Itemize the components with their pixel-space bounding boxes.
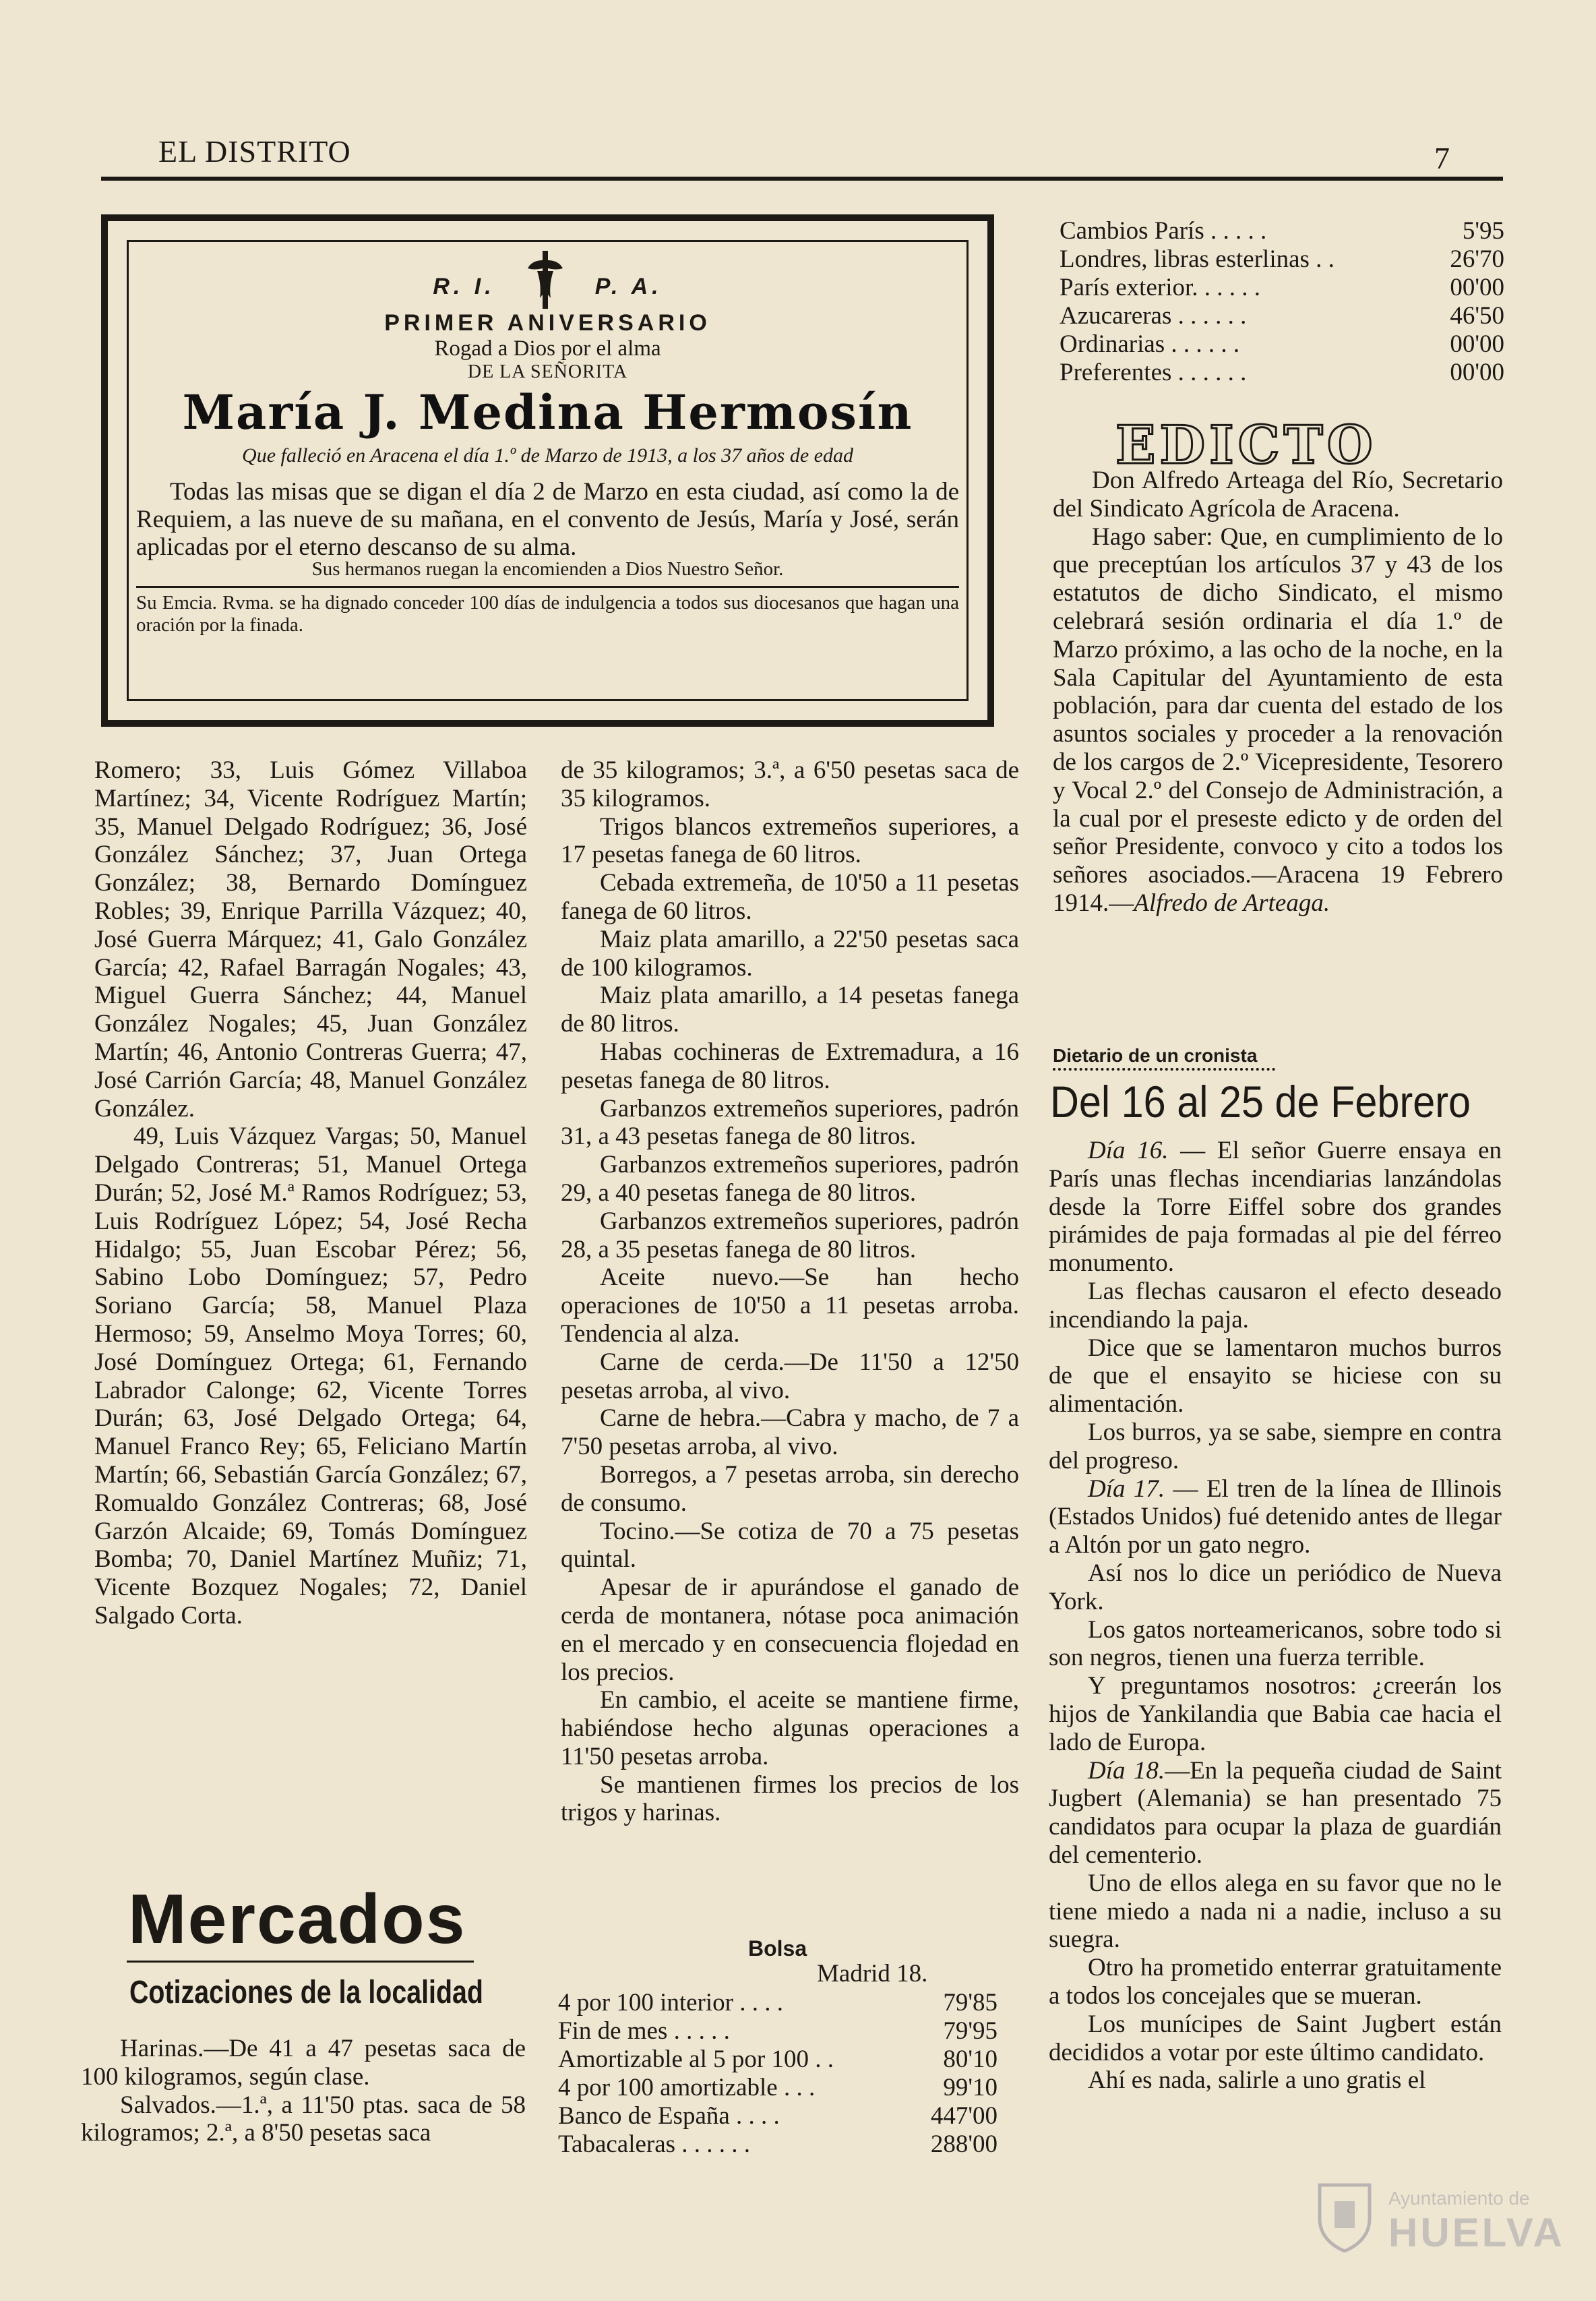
cambios-value: 00'00 — [1450, 359, 1504, 386]
cambios-value: 46'50 — [1450, 302, 1504, 330]
day-18-text: —En la pequeña ciudad de Saint Jugbert (Alemania) se han presentado 75 candidatos para ocupar la plaza de guardián del cementerio. — [1049, 1756, 1502, 1869]
bolsa-label: Fin de mes . . . . . — [558, 2017, 730, 2045]
mercados-rule — [127, 1961, 474, 1963]
cambios-value: 5'95 — [1462, 217, 1504, 245]
obituary-body — [136, 478, 959, 561]
dietario-paragraph: Dice que se lamentaron muchos burros de que el ensayito se hiciese con su alimentación. — [1049, 1334, 1502, 1418]
cambios-row — [1060, 359, 1504, 387]
rip-line — [136, 251, 959, 309]
price-item: Aceite nuevo.—Se han hecho operaciones de 10'50 a 11 pesetas arroba. Tendencia al alza. — [561, 1263, 1019, 1348]
shield-icon — [1314, 2178, 1375, 2252]
price-item: Maiz plata amarillo, a 22'50 pesetas saca de 100 kilogramos. — [561, 925, 1019, 982]
price-item: Borregos, a 7 pesetas arroba, sin derecho de consumo. — [561, 1460, 1019, 1517]
bolsa-date: Madrid 18. — [817, 1960, 928, 1988]
edicto-paragraph-1: Don Alfredo Arteaga del Río, Secretario del Sindicato Agrícola de Aracena. — [1053, 467, 1503, 522]
bolsa-value: 79'85 — [943, 1989, 998, 2016]
cambios-value: 00'00 — [1450, 330, 1504, 358]
obituary-indulgence: Su Emcia. Rvma. se ha dignado conceder 100 días de indulgencia a todos sus diocesanos que hagan una oración por la finada. — [136, 592, 959, 636]
day-18-label: Día 18. — [1088, 1756, 1165, 1785]
bolsa-row — [558, 1989, 998, 2017]
obituary-name: María J. Medina Hermosín — [182, 384, 913, 440]
obituary-box — [101, 214, 994, 727]
cambios-row — [1060, 245, 1504, 274]
bolsa-label: Tabacaleras . . . . . . — [558, 2130, 751, 2158]
cambios-label: Preferentes . . . . . . — [1060, 359, 1247, 386]
dietario-paragraph: Uno de ellos alega en su favor que no le tiene miedo a nada ni a nadie, incluso a su suegra. — [1049, 1869, 1502, 1954]
price-item: Carne de hebra.—Cabra y macho, de 7 a 7'50 pesetas arroba, al vivo. — [561, 1404, 1019, 1461]
cambios-label: Londres, libras esterlinas . . — [1060, 245, 1334, 273]
edicto-title: EDICTO — [1115, 415, 1377, 476]
dietario-paragraph: Y preguntamos nosotros: ¿creerán los hijos de Yankilandia que Babia cae hacia el lado de Europa. — [1049, 1672, 1502, 1756]
edicto-signature: Alfredo de Arteaga. — [1134, 889, 1330, 917]
cambios-row — [1060, 302, 1504, 330]
price-item: Habas cochineras de Extremadura, a 16 pesetas fanega de 80 litros. — [561, 1038, 1019, 1094]
price-item: Maiz plata amarillo, a 14 pesetas fanega de 80 litros. — [561, 982, 1019, 1038]
dietario-day-18 — [1049, 1757, 1502, 1870]
obituary-anniversary: PRIMER ANIVERSARIO — [384, 310, 711, 336]
bolsa-value: 288'00 — [930, 2130, 998, 2158]
dietario-paragraph: Los burros, ya se sabe, siempre en contra del progreso. — [1049, 1418, 1502, 1474]
price-item: En cambio, el aceite se mantiene firme, habiéndose hecho algunas operaciones a 11'50 pesetas arroba. — [561, 1686, 1019, 1770]
price-item: Carne de cerda.—De 11'50 a 12'50 pesetas arroba, al vivo. — [561, 1348, 1019, 1404]
dietario-paragraph: Así nos lo dice un periódico de Nueva York. — [1049, 1559, 1502, 1615]
bolsa-label: Banco de España . . . . — [558, 2102, 780, 2130]
price-item: Garbanzos extremeños superiores, padrón 28, a 35 pesetas fanega de 80 litros. — [561, 1207, 1019, 1263]
page-number: 7 — [1434, 141, 1450, 175]
price-item: Trigos blancos extremeños superiores, a 17 pesetas fanega de 60 litros. — [561, 812, 1019, 869]
cambios-table — [1060, 217, 1504, 387]
edicto-text — [1053, 467, 1503, 918]
edicto-paragraph-2 — [1053, 523, 1503, 918]
dietario-day-17 — [1049, 1475, 1502, 1559]
bolsa-row — [558, 2045, 998, 2074]
mercados-subtitle: Cotizaciones de la localidad — [129, 1975, 483, 2010]
obituary-rule — [136, 586, 959, 588]
bolsa-row — [558, 2074, 998, 2102]
dietario-label: Dietario de un cronista — [1053, 1045, 1258, 1066]
bolsa-label: 4 por 100 amortizable . . . — [558, 2074, 816, 2101]
mercados-text — [81, 2035, 526, 2147]
price-item: Apesar de ir apurándose el ganado de cerda de montanera, nótase poca animación en el mercado y en consecuencia flojedad en los precios. — [561, 1574, 1019, 1686]
dietario-paragraph: Ahí es nada, salirle a uno gratis el — [1088, 2066, 1426, 2095]
obituary-closing: Sus hermanos ruegan la encomienden a Dios Nuestro Señor. — [311, 558, 784, 580]
day-16-label: Día 16. — [1088, 1137, 1169, 1164]
price-item: de 35 kilogramos; 3.ª, a 6'50 pesetas saca de 35 kilogramos. — [561, 756, 1019, 812]
bolsa-value: 79'95 — [943, 2017, 998, 2045]
cambios-label: Azucareras . . . . . . — [1060, 302, 1247, 330]
dietario-heading: Del 16 al 25 de Febrero — [1050, 1077, 1471, 1127]
mercados-harinas: Harinas.—De 41 a 47 pesetas saca de 100 kilogramos, según clase. — [81, 2035, 526, 2091]
dietario-day-16 — [1049, 1137, 1502, 1278]
bolsa-value: 447'00 — [930, 2102, 998, 2130]
bolsa-table — [558, 1989, 998, 2159]
dietario-paragraph: Las flechas causaron el efecto deseado incendiando la paja. — [1049, 1277, 1502, 1334]
price-item: Garbanzos extremeños superiores, padrón 31, a 43 pesetas fanega de 80 litros. — [561, 1094, 1019, 1151]
edicto-body: Hago saber: Que, en cumplimiento de lo que preceptúan los artículos 37 y 43 de los estatutos de dicho Sindicato, el mismo celebrará sesión ordinaria el día 1.º de Marzo próximo, a las ocho de la noche, en la Sala Capitular del Ayuntamiento de esta población, para dar cuenta del estado de los asuntos sociales y proceder a la renovación de los cargos de 2.º Vicepresidente, Tesorero y Vocal 2.º del Consejo de Administración, a la cual por el preseste edicto y de orden del señor Presidente, convoco y cito a todos los señores asociados.—Aracena 19 Febrero 1914.— — [1053, 522, 1503, 917]
mercados-salvados: Salvados.—1.ª, a 11'50 ptas. saca de 58 kilogramos; 2.ª, a 8'50 pesetas saca — [81, 2091, 526, 2147]
dietario-rule — [1053, 1068, 1275, 1071]
day-17-text: — El tren de la línea de Illinois (Estados Unidos) fué detenido antes de llegar a Altón por un gato negro. — [1049, 1474, 1502, 1559]
bolsa-value: 99'10 — [943, 2074, 998, 2101]
dietario-paragraph: Otro ha prometido enterrar gratuitamente a todos los concejales que se mueran. — [1049, 1954, 1502, 2010]
obituary-body-text: Todas las misas que se digan el día 2 de Marzo en esta ciudad, así como la de Requiem, a las nueve de su mañana, en el convento de Jesús, María y José, serán aplicadas por el eterno descanso de su alma. — [136, 478, 959, 561]
obituary-subline: Que falleció en Aracena el día 1.º de Marzo de 1913, a los 37 años de edad — [242, 444, 853, 467]
bolsa-label: 4 por 100 interior . . . . — [558, 1989, 783, 2016]
names-column — [94, 756, 527, 1630]
day-16-text: — El señor Guerre ensaya en París unas flechas incendiarias lanzándolas desde la Torre Eiffel sobre dos grandes pirámides de paja formadas al pie del férreo monumento. — [1049, 1137, 1502, 1278]
bolsa-value: 80'10 — [943, 2045, 998, 2073]
watermark-line-2: HUELVA — [1388, 2210, 1565, 2255]
watermark-line-1: Ayuntamiento de — [1388, 2188, 1530, 2209]
day-17-label: Día 17. — [1088, 1474, 1165, 1503]
rip-left: R. I. — [433, 274, 495, 299]
price-item: Se mantienen firmes los precios de los trigos y harinas. — [561, 1770, 1019, 1827]
prices-column — [561, 756, 1019, 1827]
header-rule — [101, 177, 1503, 181]
cambios-label: Cambios París . . . . . — [1060, 217, 1267, 245]
newspaper-title: EL DISTRITO — [158, 134, 351, 169]
rip-right: P. A. — [594, 274, 663, 299]
cambios-value: 26'70 — [1450, 245, 1504, 273]
cambios-label: París exterior. . . . . . — [1060, 274, 1261, 301]
cambios-row — [1060, 217, 1504, 245]
cambios-value: 00'00 — [1450, 274, 1504, 301]
names-paragraph-1: Romero; 33, Luis Gómez Villaboa Martínez; 34, Vicente Rodríguez Martín; 35, Manuel Delgado Rodríguez; 36, José González Sánchez; 37, Juan Ortega González; 38, Bernardo Domínguez Robles; 39, Enrique Parrilla Vázquez; 40, José Guerra Márquez; 41, Galo González García; 42, Rafael Barragán Nogales; 43, Miguel Guerra Sánchez; 44, Manuel González Nogales; 45, Juan González Martín; 46, Antonio Contreras Guerra; 47, José Carrión García; 48, Manuel González González. — [94, 756, 527, 1123]
bolsa-row — [558, 2017, 998, 2045]
bolsa-row — [558, 2102, 998, 2130]
bolsa-row — [558, 2130, 998, 2159]
bolsa-label: Amortizable al 5 por 100 . . — [558, 2045, 834, 2073]
names-paragraph-2: 49, Luis Vázquez Vargas; 50, Manuel Delgado Contreras; 51, Manuel Ortega Durán; 52, José M.ª Ramos Rodríguez; 53, Luis Rodríguez López; 54, José Recha Hidalgo; 55, Juan Escobar Pérez; 56, Sabino Lobo Domínguez; 57, Pedro Soriano García; 58, Manuel Plaza Hermoso; 59, Anselmo Moya Torres; 60, José Domínguez Ortega; 61, Fernando Labrador Calonge; 62, Vicente Torres Durán; 63, José Delgado Ortega; 64, Manuel Franco Rey; 65, Feliciano Martín Martín; 66, Sebastián García González; 67, Romualdo González Contreras; 68, José Garzón Alcaide; 69, Tomás Domínguez Bomba; 70, Daniel Martínez Muñiz; 71, Vicente Bozquez Nogales; 72, Daniel Salgado Corta. — [94, 1123, 527, 1630]
obituary-content — [136, 251, 959, 636]
cambios-row — [1060, 330, 1504, 359]
price-item: Tocino.—Se cotiza de 70 a 75 pesetas quintal. — [561, 1517, 1019, 1574]
cambios-row — [1060, 274, 1504, 302]
obituary-lady-line: DE LA SEÑORITA — [467, 361, 628, 382]
dietario-paragraph: Los munícipes de Saint Jugbert están decididos a votar por este último candidato. — [1049, 2010, 1502, 2066]
mercados-title: Mercados — [128, 1880, 466, 1959]
cambios-label: Ordinarias . . . . . . — [1060, 330, 1240, 358]
cross-icon — [525, 251, 565, 309]
dietario-column — [1049, 1137, 1502, 2095]
price-item: Cebada extremeña, de 10'50 a 11 pesetas fanega de 60 litros. — [561, 869, 1019, 925]
bolsa-title: Bolsa — [748, 1936, 807, 1961]
price-item: Garbanzos extremeños superiores, padrón 29, a 40 pesetas fanega de 80 litros. — [561, 1151, 1019, 1207]
obituary-pray-line: Rogad a Dios por el alma — [434, 336, 661, 361]
dietario-paragraph: Los gatos norteamericanos, sobre todo si son negros, tienen una fuerza terrible. — [1049, 1615, 1502, 1672]
